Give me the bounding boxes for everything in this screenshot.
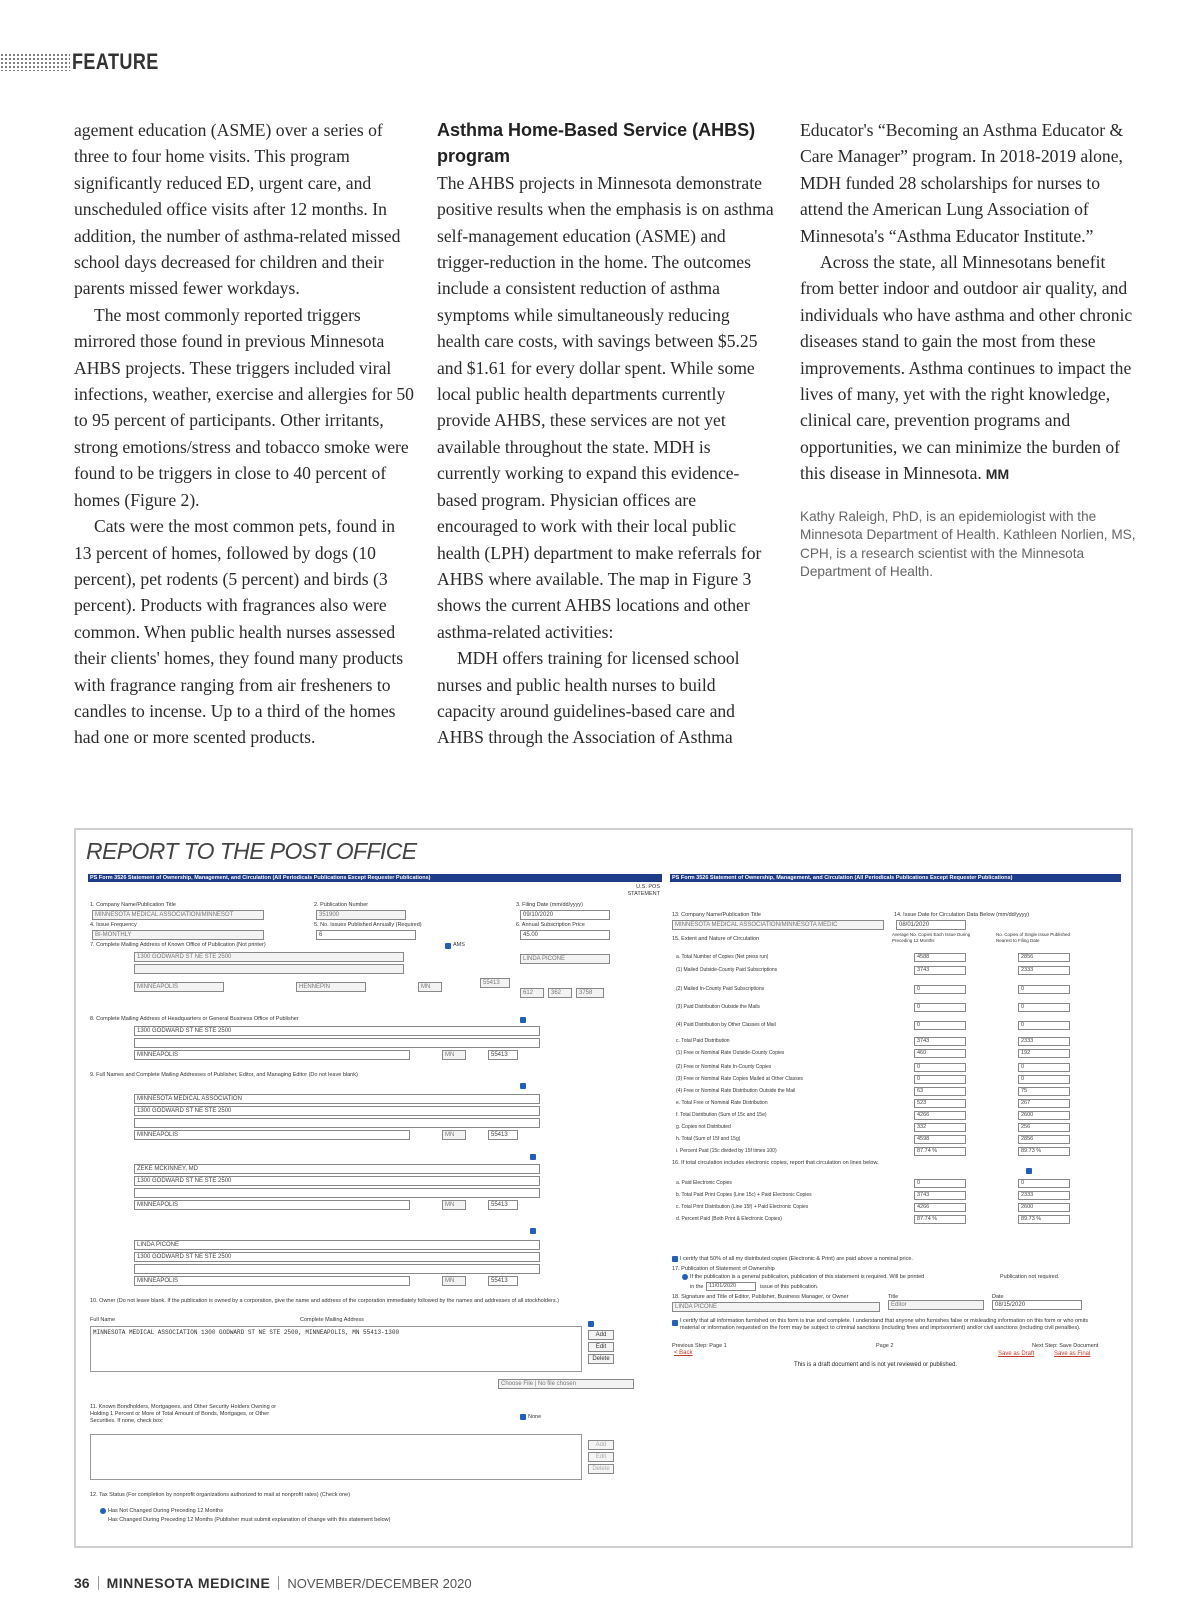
circulation-row-label: (4) Paid Distribution by Other Classes of Mail bbox=[676, 1022, 776, 1028]
sub-price-input[interactable]: 45.00 bbox=[520, 930, 610, 940]
managing-editor-name[interactable]: LINDA PICONE bbox=[134, 1240, 540, 1250]
single-issue-input[interactable]: 75 bbox=[1018, 1087, 1070, 1096]
circulation-row-label: (4) Free or Nominal Rate Distribution Outside the Mail bbox=[676, 1088, 796, 1094]
circulation-row-label: d. Percent Paid (Both Print & Electronic Copies) bbox=[676, 1216, 782, 1222]
pub-number-label: 2. Publication Number bbox=[314, 902, 369, 908]
circulation-row-label: g. Copies not Distributed bbox=[676, 1124, 731, 1130]
address-label: Complete Mailing Address bbox=[300, 1317, 364, 1323]
hq-state[interactable]: MN bbox=[442, 1050, 466, 1060]
circulation-row-label: a. Paid Electronic Copies bbox=[676, 1180, 732, 1186]
paragraph: The most commonly reported triggers mirrored those found in previous Minnesota AHBS projects. These triggers included viral infections, weather, exercise and allergies for 50 to 95 percent of participants. Other irritants, strong emotions/stress and tobacco smoke were found to be triggers in close to 40 percent of homes (Figure 2). bbox=[74, 304, 414, 510]
signer-title-input[interactable]: Editor bbox=[888, 1300, 984, 1310]
zip-input[interactable]: 55413 bbox=[480, 978, 510, 988]
delete-button[interactable]: Delete bbox=[588, 1354, 614, 1364]
publisher-address[interactable]: 1300 GODWARD ST NE STE 2500 bbox=[134, 1106, 540, 1116]
filing-date-input[interactable]: 09/10/2020 bbox=[520, 910, 610, 920]
circulation-row-label: h. Total (Sum of 15f and 15g) bbox=[676, 1136, 741, 1142]
avg-copies-input[interactable]: 0 bbox=[914, 1063, 966, 1072]
none-checkbox[interactable] bbox=[520, 1414, 526, 1420]
statement-label: U.S. POS STATEMENT bbox=[627, 884, 660, 897]
names-label: 9. Full Names and Complete Mailing Addresses of Publisher, Editor, and Managing Editor (Do not leave blank) bbox=[90, 1072, 358, 1078]
publisher-zip[interactable]: 55413 bbox=[488, 1130, 518, 1140]
sign-date-input[interactable]: 08/15/2020 bbox=[992, 1300, 1082, 1310]
paragraph: Educator's “Becoming an Asthma Educator & Care Manager” program. In 2018-2019 alone, MDH funded 28 scholarships for nurses to attend the American Lung Association of Minnesota's “Asthma Educator Institute.” bbox=[800, 120, 1124, 246]
certify-text: I certify that all information furnished on this form is true and complete. I understand that anyone who furnishes false or misleading information on this form or who omits material or information requested on the form may be subject to criminal sanctions (including fines and imprisonment) and/or civil sanctions (including civil penalties). bbox=[680, 1318, 1089, 1331]
full-name-label: Full Name bbox=[90, 1317, 116, 1323]
signer-title-label: Title bbox=[888, 1294, 899, 1300]
section-tag bbox=[0, 50, 178, 74]
single-issue-input[interactable]: 2333 bbox=[1018, 966, 1070, 975]
paragraph-with-end-mark bbox=[800, 249, 1140, 488]
magazine-name: MINNESOTA MEDICINE bbox=[106, 1575, 271, 1591]
managing-editor-city[interactable]: MINNEAPOLIS bbox=[134, 1276, 410, 1286]
publisher-address-2[interactable] bbox=[134, 1118, 540, 1128]
dot-pattern-icon bbox=[0, 53, 70, 71]
publisher-city[interactable]: MINNEAPOLIS bbox=[134, 1130, 410, 1140]
circulation-row-label: (3) Paid Distribution Outside the Mails bbox=[676, 1004, 760, 1010]
editor-name[interactable]: ZEKE MCKINNEY, MD bbox=[134, 1164, 540, 1174]
single-issue-input[interactable]: 0 bbox=[1018, 985, 1070, 994]
phone-prefix[interactable]: 362 bbox=[548, 988, 572, 998]
signature-label: 18. Signature and Title of Editor, Publisher, Business Manager, or Owner bbox=[672, 1294, 849, 1300]
avg-copies-input[interactable]: 460 bbox=[914, 1049, 966, 1058]
certify-50-text: I certify that 50% of all my distributed copies (Electronic & Print) are paid above a nominal price. bbox=[680, 1256, 913, 1262]
avg-copies-input[interactable]: 4266 bbox=[914, 1111, 966, 1120]
add-button[interactable]: Add bbox=[588, 1330, 614, 1340]
avg-copies-input[interactable]: 87.74 % bbox=[914, 1147, 966, 1156]
circulation-row-label: i. Percent Paid (15c divided by 15f times 100) bbox=[676, 1148, 777, 1154]
section-heading: Asthma Home-Based Service (AHBS) program bbox=[437, 120, 756, 167]
author-bio: Kathy Raleigh, PhD, is an epidemiologist with the Minnesota Department of Health. Kathleen Norlien, MS, CPH, is a research scientist with the Minnesota Department of Health. bbox=[800, 508, 1136, 580]
title-label: 13. Company Name/Publication Title bbox=[672, 912, 761, 918]
publication-issue-input[interactable]: 11/01/2020 bbox=[706, 1282, 756, 1291]
single-issue-input[interactable]: 2600 bbox=[1018, 1203, 1070, 1212]
single-issue-input[interactable]: 0 bbox=[1018, 1179, 1070, 1188]
figure-report-to-post-office bbox=[74, 828, 1133, 1548]
edit-button[interactable]: Edit bbox=[588, 1452, 614, 1462]
avg-copies-input[interactable]: 3743 bbox=[914, 1037, 966, 1046]
paragraph: The AHBS projects in Minnesota demonstrate positive results when the emphasis is on asthma self-management education (ASME) and trigger-reduction in the home. The outcomes include a consistent reduction of asthma symptoms while simultaneously reducing health care costs, with savings between $5.25 and $1.61 for every dollar spent. While some local public health departments currently provide AHBS, these services are not yet available throughout the state. MDH is currently working to expand this evidence-based program. Physician offices are encouraged to work with their local public health (LPH) department to make referrals for AHBS where available. The map in Figure 3 shows the current AHBS locations and other asthma-related activities: bbox=[437, 172, 774, 642]
radio-selected-icon[interactable] bbox=[682, 1274, 688, 1280]
not-required-option[interactable]: Publication not required. bbox=[1000, 1274, 1060, 1280]
column-1 bbox=[74, 117, 414, 751]
avg-copies-input[interactable]: 0 bbox=[914, 1003, 966, 1012]
pub-title-input[interactable]: MINNESOTA MEDICAL ASSOCIATION/MINNESOT bbox=[92, 910, 264, 920]
hq-address-2[interactable] bbox=[134, 1038, 540, 1048]
date-label: Date bbox=[992, 1294, 1004, 1300]
editor-city[interactable]: MINNEAPOLIS bbox=[134, 1200, 410, 1210]
form-header: PS Form 3526 Statement of Ownership, Management, and Circulation (All Periodicals Publications Except Requester Publications) bbox=[88, 874, 662, 882]
avg-copies-input[interactable]: 4266 bbox=[914, 1203, 966, 1212]
avg-copies-input[interactable]: 63 bbox=[914, 1087, 966, 1096]
electronic-checkbox[interactable] bbox=[1026, 1168, 1032, 1174]
ams-checkbox[interactable] bbox=[530, 1154, 536, 1160]
issue-date: NOVEMBER/DECEMBER 2020 bbox=[287, 1575, 472, 1591]
single-issue-input[interactable]: 192 bbox=[1018, 1049, 1070, 1058]
page-number: 36 bbox=[74, 1575, 90, 1591]
issue-freq-label: 4. Issue Frequency bbox=[90, 922, 137, 928]
circulation-row-label: b. Total Paid Print Copies (Line 15c) + Paid Electronic Copies bbox=[676, 1192, 812, 1198]
editor-zip[interactable]: 55413 bbox=[488, 1200, 518, 1210]
avg-copies-input[interactable]: 4588 bbox=[914, 953, 966, 962]
extent-label: 15. Extent and Nature of Circulation bbox=[672, 936, 760, 942]
single-issue-input[interactable]: 2600 bbox=[1018, 1111, 1070, 1120]
avg-copies-input[interactable]: 0 bbox=[914, 1179, 966, 1188]
ams-checkbox[interactable] bbox=[530, 1228, 536, 1234]
prev-step-label: Previous Step: Page 1 bbox=[672, 1343, 727, 1349]
filing-date-label: 3. Filing Date (mm/dd/yyyy) bbox=[516, 902, 583, 908]
address-line-2[interactable] bbox=[134, 964, 404, 974]
publication-label: 17. Publication of Statement of Ownership bbox=[672, 1266, 775, 1272]
circulation-row-label: e. Total Free or Nominal Rate Distribution bbox=[676, 1100, 768, 1106]
column-2 bbox=[437, 117, 777, 751]
section-label: FEATURE bbox=[72, 49, 159, 74]
electronic-label: 16. If total circulation includes electronic copies, report that circulation on lines below. bbox=[672, 1160, 879, 1166]
circulation-row-label: (1) Free or Nominal Rate Outside-County Copies bbox=[676, 1050, 785, 1056]
circulation-row-label: (1) Mailed Outside-County Paid Subscriptions bbox=[676, 967, 778, 973]
circulation-row-label: (2) Mailed In-County Paid Subscriptions bbox=[676, 986, 765, 992]
county-input[interactable]: HENNEPIN bbox=[296, 982, 366, 992]
save-draft-button[interactable]: Save as Draft bbox=[998, 1351, 1035, 1357]
single-issue-input[interactable]: 0 bbox=[1018, 1063, 1070, 1072]
tax-option-1[interactable]: Has Not Changed During Preceding 12 Months bbox=[108, 1508, 223, 1514]
hq-zip[interactable]: 55413 bbox=[488, 1050, 518, 1060]
circulation-row-label: (3) Free or Nominal Rate Copies Mailed at Other Classes bbox=[676, 1076, 803, 1082]
managing-editor-address-2[interactable] bbox=[134, 1264, 540, 1274]
avg-copies-input[interactable]: 523 bbox=[914, 1099, 966, 1108]
hq-label: 8. Complete Mailing Address of Headquarters or General Business Office of Publisher bbox=[90, 1016, 299, 1022]
pub-number-input[interactable]: 351900 bbox=[316, 910, 406, 920]
managing-editor-zip[interactable]: 55413 bbox=[488, 1276, 518, 1286]
avg-copies-input[interactable]: 332 bbox=[914, 1123, 966, 1132]
title-input[interactable]: MINNESOTA MEDICAL ASSOCIATION/MINNESOTA MEDIC bbox=[672, 920, 884, 930]
single-issue-input[interactable]: 2856 bbox=[1018, 1135, 1070, 1144]
avg-copies-input[interactable]: 87.74 % bbox=[914, 1215, 966, 1224]
single-issue-input[interactable]: 2333 bbox=[1018, 1037, 1070, 1046]
ps-form-page-2-lower bbox=[670, 1254, 1121, 1384]
signer-input[interactable]: LINDA PICONE bbox=[672, 1302, 880, 1312]
certify-checkbox[interactable] bbox=[672, 1320, 678, 1326]
num-issues-label: 5. No. Issues Published Annually (Required) bbox=[314, 922, 422, 928]
avg-copies-input[interactable]: 3743 bbox=[914, 966, 966, 975]
bondholders-label: 11. Known Bondholders, Mortgagees, and Other Security Holders Owning or Holding 1 Percent or More of Total Amount of Bonds, Mortgages, or Other Securities. If none, check box: bbox=[90, 1404, 277, 1424]
avg-copies-input[interactable]: 0 bbox=[914, 1021, 966, 1030]
circulation-row-label: c. Total Paid Distribution bbox=[676, 1038, 730, 1044]
num-issues-input[interactable]: 6 bbox=[316, 930, 416, 940]
pub-title-label: 1. Company Name/Publication Title bbox=[90, 902, 176, 908]
circulation-row-label: c. Total Print Distribution (Line 15f) + Paid Electronic Copies bbox=[676, 1204, 809, 1210]
single-column-header: No. Copies of Single Issue Published Nearest to Filing Date bbox=[996, 932, 1071, 943]
radio-selected-icon[interactable] bbox=[100, 1508, 106, 1514]
ams-label: AMS bbox=[453, 942, 465, 948]
avg-copies-input[interactable]: 4598 bbox=[914, 1135, 966, 1144]
paragraph: MDH offers training for licensed school nurses and public health nurses to build capacity around guidelines-based care and AHBS through the Association of Asthma bbox=[437, 648, 740, 748]
editor-address[interactable]: 1300 GODWARD ST NE STE 2500 bbox=[134, 1176, 540, 1186]
add-button[interactable]: Add bbox=[588, 1440, 614, 1450]
publisher-state[interactable]: MN bbox=[442, 1130, 466, 1140]
edit-button[interactable]: Edit bbox=[588, 1342, 614, 1352]
end-mark: MM bbox=[985, 466, 1010, 483]
ams-checkbox[interactable] bbox=[520, 1017, 526, 1023]
paragraph-text: Across the state, all Minnesotans benefit from better indoor and outdoor air quality, and individuals who have asthma and other chronic diseases stand to gain the most from these improvements. Asthma continues to impact the lives of many, yet with the right knowledge, clinical care, prevention programs and opportunities, we can minimize the burden of this disease in Minnesota. bbox=[800, 252, 1133, 484]
phone-area[interactable]: 612 bbox=[520, 988, 544, 998]
circulation-row-label: (2) Free or Nominal Rate In-County Copies bbox=[676, 1064, 772, 1070]
phone-line[interactable]: 3758 bbox=[576, 988, 604, 998]
circulation-row-label: a. Total Number of Copies (Net press run) bbox=[676, 954, 769, 960]
single-issue-input[interactable]: 0 bbox=[1018, 1021, 1070, 1030]
ams-checkbox[interactable] bbox=[588, 1321, 594, 1327]
avg-copies-input[interactable]: 3743 bbox=[914, 1191, 966, 1200]
single-issue-input[interactable]: 2856 bbox=[1018, 953, 1070, 962]
single-issue-input[interactable]: 256 bbox=[1018, 1123, 1070, 1132]
hq-address-1[interactable]: 1300 GODWARD ST NE STE 2500 bbox=[134, 1026, 540, 1036]
issue-date-input[interactable]: 08/01/2020 bbox=[896, 920, 966, 930]
contact-person[interactable]: LINDA PICONE bbox=[520, 954, 610, 964]
state-select[interactable]: MN bbox=[418, 982, 442, 992]
single-issue-input[interactable]: 2333 bbox=[1018, 1191, 1070, 1200]
paragraph: Cats were the most common pets, found in 13 percent of homes, followed by dogs (10 percent), pet rodents (5 percent) and birds (3 percent). Products with fragrances also were common. When public health nurses assessed their clients' homes, they found many products with fragrance ranging from air fresheners to candles to incense. Up to a third of the homes had one or more scented products. bbox=[74, 516, 404, 748]
publication-issue-suffix: issue of this publication. bbox=[760, 1284, 819, 1290]
tax-status-label: 12. Tax Status (For completion by nonprofit organizations authorized to mail at nonprofit rates) (Check one) bbox=[90, 1492, 351, 1498]
footer-divider bbox=[98, 1576, 99, 1590]
issue-date-label: 14. Issue Date for Circulation Data Below (mm/dd/yyyy) bbox=[894, 912, 1030, 918]
ps-form-page-1 bbox=[88, 874, 662, 1540]
back-button[interactable]: < Back bbox=[674, 1350, 693, 1356]
column-3 bbox=[800, 117, 1140, 582]
certify-50-checkbox[interactable] bbox=[672, 1256, 678, 1262]
draft-note: This is a draft document and is not yet reviewed or published. bbox=[794, 1362, 958, 1368]
owner-textarea[interactable]: MINNESOTA MEDICAL ASSOCIATION 1300 GODWARD ST NE STE 2500, MINNEAPOLIS, MN 55413-1300 bbox=[90, 1326, 582, 1372]
next-step-label: Next Step: Save Document bbox=[1032, 1343, 1099, 1349]
editor-state[interactable]: MN bbox=[442, 1200, 466, 1210]
circulation-row-label: f. Total Distribution (Sum of 15c and 15e) bbox=[676, 1112, 767, 1118]
city-input[interactable]: MINNEAPOLIS bbox=[134, 982, 224, 992]
paragraph: agement education (ASME) over a series of three to four home visits. This program significantly reduced ED, urgent care, and unscheduled office visits after 12 months. In addition, the number of asthma-related missed school days decreased for children and their parents missed fewer workdays. bbox=[74, 120, 401, 299]
page-label: Page 2 bbox=[876, 1343, 894, 1349]
publisher-name[interactable]: MINNESOTA MEDICAL ASSOCIATION bbox=[134, 1094, 540, 1104]
publication-issue-prefix: in the bbox=[690, 1284, 704, 1290]
sub-price-label: 6. Annual Subscription Price bbox=[516, 922, 585, 928]
avg-copies-input[interactable]: 0 bbox=[914, 985, 966, 994]
save-final-button[interactable]: Save as Final bbox=[1054, 1351, 1091, 1357]
single-issue-input[interactable]: 89.73 % bbox=[1018, 1215, 1070, 1224]
publication-text: If the publication is a general publication, publication of this statement is required. Will be printed bbox=[690, 1274, 925, 1280]
hq-city[interactable]: MINNEAPOLIS bbox=[134, 1050, 410, 1060]
ams-checkbox[interactable] bbox=[445, 943, 451, 949]
mailing-label: 7. Complete Mailing Address of Known Office of Publication (Not printer) bbox=[90, 942, 266, 948]
delete-button[interactable]: Delete bbox=[588, 1464, 614, 1474]
single-issue-input[interactable]: 0 bbox=[1018, 1003, 1070, 1012]
bondholders-textarea[interactable] bbox=[90, 1434, 582, 1480]
ams-checkbox[interactable] bbox=[520, 1083, 526, 1089]
single-issue-input[interactable]: 89.73 % bbox=[1018, 1147, 1070, 1156]
figure-title: REPORT TO THE POST OFFICE bbox=[86, 838, 417, 864]
file-input[interactable]: Choose File | No file chosen bbox=[498, 1379, 634, 1389]
single-issue-input[interactable]: 0 bbox=[1018, 1075, 1070, 1084]
managing-editor-state[interactable]: MN bbox=[442, 1276, 466, 1286]
single-issue-input[interactable]: 267 bbox=[1018, 1099, 1070, 1108]
tax-option-2[interactable]: Has Changed During Preceding 12 Months (Publisher must submit explanation of change with this statement below) bbox=[108, 1517, 391, 1523]
editor-address-2[interactable] bbox=[134, 1188, 540, 1198]
managing-editor-address[interactable]: 1300 GODWARD ST NE STE 2500 bbox=[134, 1252, 540, 1262]
avg-copies-input[interactable]: 0 bbox=[914, 1075, 966, 1084]
page-footer bbox=[74, 1575, 472, 1591]
issue-freq-input[interactable]: BI-MONTHLY bbox=[92, 930, 264, 940]
owner-label: 10. Owner (Do not leave blank. If the publication is owned by a corporation, give the name and address of the corporation immediately followed by the names and addresses of all stockholders.) bbox=[90, 1298, 559, 1304]
none-label: None bbox=[528, 1414, 542, 1420]
address-line-1[interactable]: 1300 GODWARD ST NE STE 2500 bbox=[134, 952, 404, 962]
footer-divider bbox=[278, 1576, 279, 1590]
ps-form-page-2 bbox=[670, 874, 1121, 1254]
form-header: PS Form 3526 Statement of Ownership, Management, and Circulation (All Periodicals Publications Except Requester Publications) bbox=[670, 874, 1121, 882]
avg-column-header: Average No. Copies Each Issue During Preceding 12 Months bbox=[892, 932, 971, 943]
